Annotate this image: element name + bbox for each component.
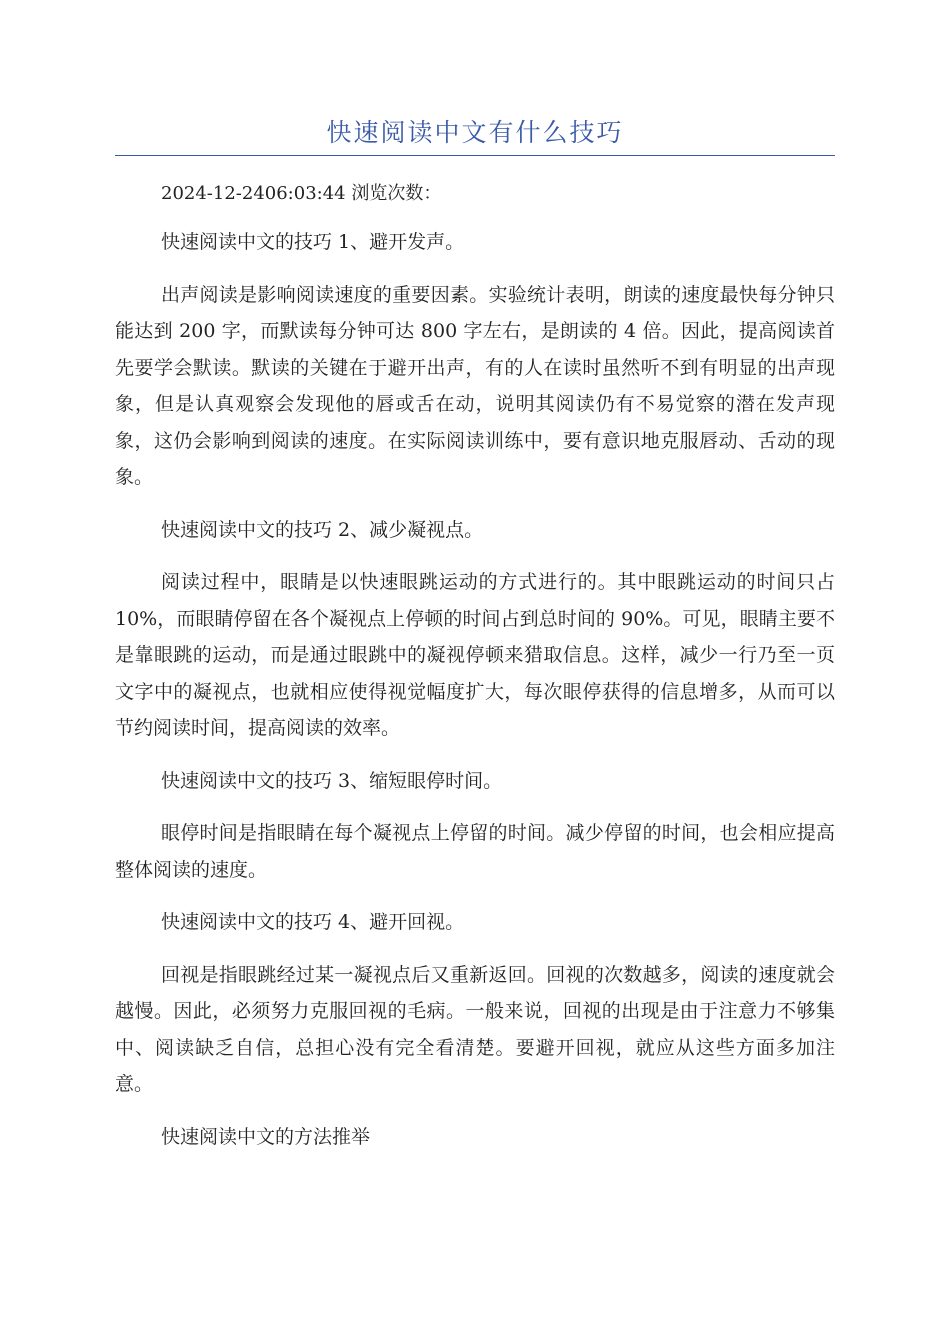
section-body-3: 眼停时间是指眼睛在每个凝视点上停留的时间。减少停留的时间，也会相应提高整体阅读的速度。 (115, 822, 835, 881)
section-body-2: 阅读过程中，眼睛是以快速眼跳运动的方式进行的。其中眼跳运动的时间只占 10%，而眼睛停留在各个凝视点上停顿的时间占到总时间的 90%。可见，眼睛主要不是靠眼跳的运动，而是通过眼跳中的凝视停顿来猎取信息。这样，减少一行乃至一页文字中的凝视点，也就相应使得视觉幅度扩大，每次眼停获得的信息增多，从而可以节约阅读时间，提高阅读的效率。 (115, 571, 835, 739)
section-heading-2: 快速阅读中文的技巧 2、减少凝视点。 (161, 518, 484, 541)
title-underline (115, 155, 835, 156)
section-body-4: 回视是指眼跳经过某一凝视点后又重新返回。回视的次数越多，阅读的速度就会越慢。因此，必须努力克服回视的毛病。一般来说，回视的出现是由于注意力不够集中、阅读缺乏自信，总担心没有完全看清楚。要避开回视，就应从这些方面多加注意。 (115, 963, 835, 1095)
section-heading-3: 快速阅读中文的技巧 3、缩短眼停时间。 (161, 769, 503, 792)
section-body-1: 出声阅读是影响阅读速度的重要因素。实验统计表明，朗读的速度最快每分钟只能达到 200 字，而默读每分钟可达 800 字左右，是朗读的 4 倍。因此，提高阅读首先要学会默读。默读的关键在于避开出声，有的人在读时虽然听不到有明显的出声现象，但是认真观察会发现他的唇或舌在动，说明其阅读仍有不易觉察的潜在发声现象，这仍会影响到阅读的速度。在实际阅读训练中，要有意识地克服唇动、舌动的现象。 (115, 283, 835, 488)
document-page (115, 0, 835, 1155)
section-heading-4: 快速阅读中文的技巧 4、避开回视。 (161, 911, 465, 933)
document-title: 快速阅读中文有什么技巧 (326, 118, 624, 147)
publish-meta: 2024-12-2406:03:44 浏览次数： (161, 183, 442, 204)
section-heading-1: 快速阅读中文的技巧 1、避开发声。 (161, 231, 465, 253)
closing-heading: 快速阅读中文的方法推举 (161, 1125, 371, 1148)
